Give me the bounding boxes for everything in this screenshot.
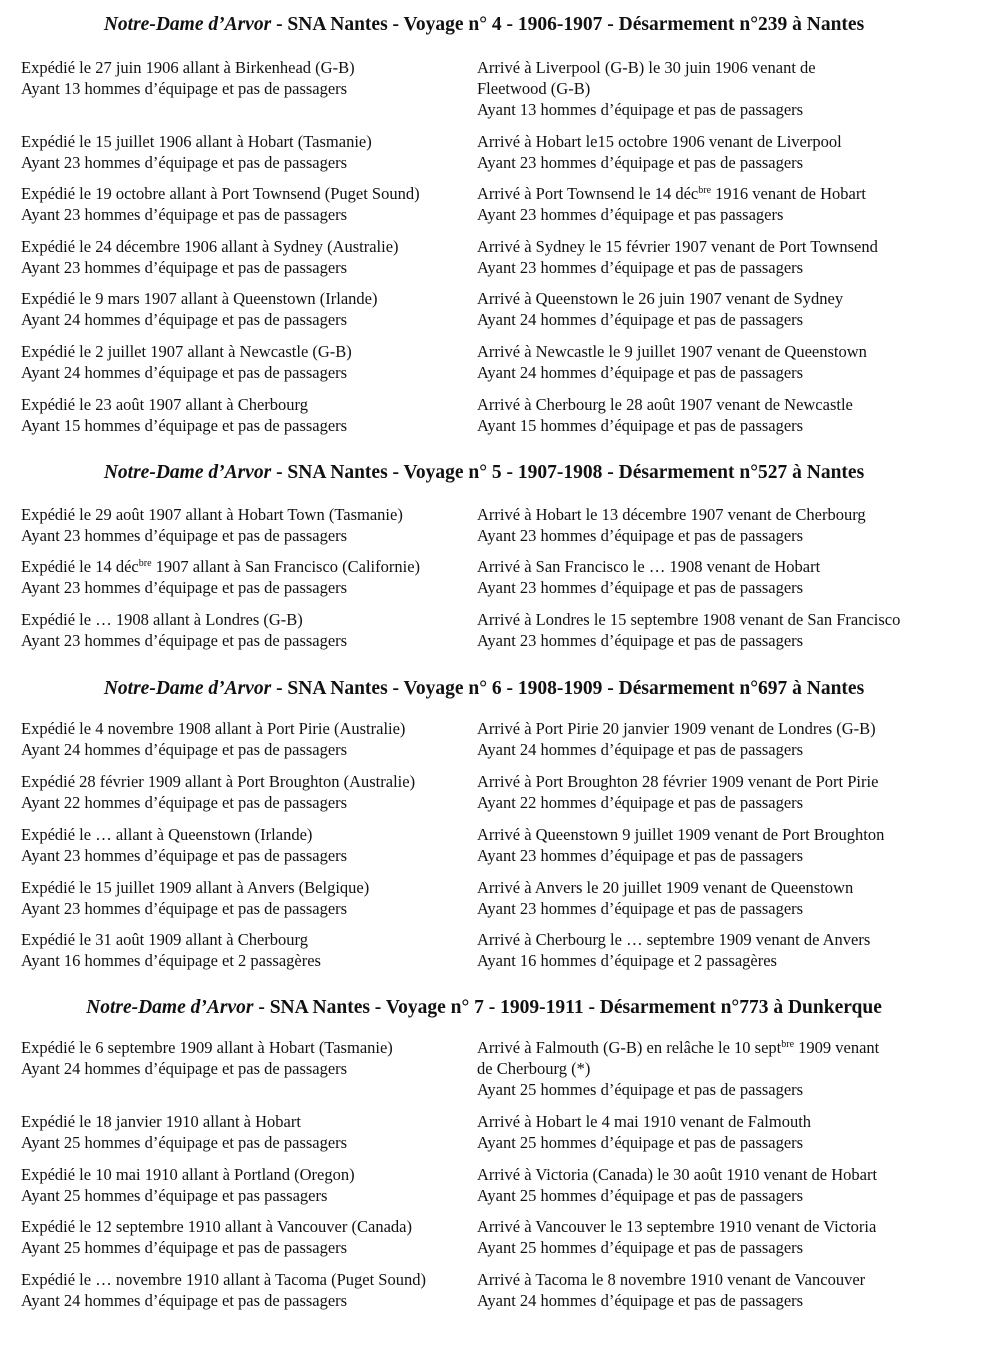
arrival-line: Ayant 24 hommes d’équipage et pas de passagers: [477, 363, 804, 382]
departure-line: Ayant 24 hommes d’équipage et pas de passagers: [21, 363, 348, 382]
arrival-line: Arrivé à Queenstown 9 juillet 1909 venant de Port Broughton: [477, 825, 885, 844]
departure-entry: [0, 1164, 477, 1206]
departure-line: Ayant 23 hommes d’équipage et pas de passagers: [21, 526, 348, 545]
arrival-line: Ayant 23 hommes d’équipage et pas de passagers: [477, 526, 804, 545]
arrival-line: Ayant 25 hommes d’équipage et pas de passagers: [477, 1133, 804, 1152]
departure-entry: [0, 288, 477, 330]
departure-line: Ayant 25 hommes d’équipage et pas passagers: [21, 1186, 328, 1205]
arrival-line: Ayant 22 hommes d’équipage et pas de passagers: [477, 793, 804, 812]
arrival-line: Arrivé à Victoria (Canada) le 30 août 1910 venant de Hobart: [477, 1165, 878, 1184]
departure-line: Ayant 13 hommes d’équipage et pas de passagers: [21, 79, 348, 98]
departure-line: Expédié le 31 août 1909 allant à Cherbourg: [21, 930, 308, 949]
departure-line: Ayant 15 hommes d’équipage et pas de passagers: [21, 416, 348, 435]
arrival-entry: [477, 1111, 957, 1153]
arrival-line: Ayant 24 hommes d’équipage et pas de passagers: [477, 310, 804, 329]
arrival-line: de Cherbourg (*): [477, 1059, 591, 1078]
superscript-abbrev: bre: [781, 1039, 795, 1050]
arrival-line: Arrivé à Liverpool (G-B) le 30 juin 1906 venant de: [477, 58, 816, 77]
departure-line: Ayant 24 hommes d’équipage et pas de passagers: [21, 1291, 348, 1310]
arrival-entry: [477, 288, 957, 330]
arrival-line: Arrivé à Cherbourg le 28 août 1907 venant de Newcastle: [477, 395, 853, 414]
voyage-heading-details: - SNA Nantes - Voyage n° 7 - 1909-1911 - Désarmement n°773 à Dunkerque: [253, 997, 882, 1018]
arrival-entry: [477, 341, 957, 383]
arrival-line: Arrivé à Tacoma le 8 novembre 1910 venant de Vancouver: [477, 1270, 866, 1289]
departure-entry: [0, 929, 477, 971]
arrival-line: Arrivé à Sydney le 15 février 1907 venant de Port Townsend: [477, 237, 878, 256]
departure-entry: [0, 877, 477, 919]
departure-line: Expédié le 10 mai 1910 allant à Portland (Oregon): [21, 1165, 355, 1184]
departure-entry: [0, 556, 477, 598]
voyage-entry-row: [0, 57, 957, 120]
departure-line: Ayant 24 hommes d’équipage et pas de passagers: [21, 740, 348, 759]
voyage-entry-row: [0, 341, 957, 383]
arrival-line: Ayant 24 hommes d’équipage et pas de passagers: [477, 740, 804, 759]
arrival-entry: [477, 824, 957, 866]
line-text: 1907 allant à San Francisco (Californie): [151, 557, 421, 576]
departure-entry: [0, 341, 477, 383]
departure-line: Expédié le 24 décembre 1906 allant à Sydney (Australie): [21, 237, 399, 256]
arrival-line: Fleetwood (G-B): [477, 79, 591, 98]
arrival-line: Ayant 25 hommes d’équipage et pas de passagers: [477, 1186, 804, 1205]
voyage-entry-row: [0, 771, 957, 813]
arrival-entry: [477, 1164, 957, 1206]
voyage-entry-row: [0, 236, 957, 278]
arrival-line: Ayant 23 hommes d’équipage et pas de passagers: [477, 631, 804, 650]
arrival-line: Ayant 13 hommes d’équipage et pas de passagers: [477, 100, 804, 119]
arrival-entry: [477, 718, 957, 760]
arrival-entry: [477, 236, 957, 278]
departure-line: Expédié le 29 août 1907 allant à Hobart Town (Tasmanie): [21, 505, 403, 524]
arrival-entry: [477, 1216, 957, 1258]
ship-name: Notre-Dame d’Arvor: [103, 678, 272, 699]
line-text: Expédié le 14 déc: [21, 557, 139, 576]
departure-entry: [0, 1216, 477, 1258]
departure-entry: [0, 236, 477, 278]
voyage-entry-row: [0, 1216, 957, 1258]
arrival-line: Arrivé à Vancouver le 13 septembre 1910 venant de Victoria: [477, 1217, 877, 1236]
departure-line: Expédié le 27 juin 1906 allant à Birkenhead (G-B): [21, 58, 355, 77]
arrival-line: Arrivé à Hobart le15 octobre 1906 venant de Liverpool: [477, 132, 842, 151]
arrival-entry: [477, 183, 957, 225]
line-text: 1909 venant: [794, 1038, 880, 1057]
arrival-line: Arrivé à Londres le 15 septembre 1908 venant de San Francisco: [477, 610, 901, 629]
superscript-abbrev: bre: [138, 558, 152, 569]
voyage-entry-row: [0, 824, 957, 866]
departure-entry: [0, 1111, 477, 1153]
voyage-entry-row: [0, 929, 957, 971]
voyage-entry-row: [0, 877, 957, 919]
voyage-heading-details: - SNA Nantes - Voyage n° 4 - 1906-1907 - Désarmement n°239 à Nantes: [271, 14, 865, 35]
voyage-heading-details: - SNA Nantes - Voyage n° 6 - 1908-1909 - Désarmement n°697 à Nantes: [271, 678, 865, 699]
departure-line: Expédié le 2 juillet 1907 allant à Newcastle (G-B): [21, 342, 352, 361]
departure-line: Ayant 24 hommes d’équipage et pas de passagers: [21, 310, 348, 329]
arrival-line: [477, 183, 957, 204]
arrival-line: Arrivé à Hobart le 4 mai 1910 venant de Falmouth: [477, 1112, 812, 1131]
departure-line: Expédié le … novembre 1910 allant à Tacoma (Puget Sound): [21, 1270, 426, 1289]
departure-line: Ayant 23 hommes d’équipage et pas de passagers: [21, 153, 348, 172]
departure-line: Expédié le 23 août 1907 allant à Cherbourg: [21, 395, 308, 414]
arrival-entry: [477, 504, 957, 546]
arrival-entry: [477, 929, 957, 971]
voyage-entry-row: [0, 1111, 957, 1153]
departure-entry: [0, 609, 477, 651]
departure-line: Expédié 28 février 1909 allant à Port Broughton (Australie): [21, 772, 416, 791]
arrival-line: Ayant 23 hommes d’équipage et pas de passagers: [477, 899, 804, 918]
departure-entry: [0, 131, 477, 173]
departure-entry: [0, 394, 477, 436]
departure-line: Ayant 24 hommes d’équipage et pas de passagers: [21, 1059, 348, 1078]
departure-line: Ayant 23 hommes d’équipage et pas de passagers: [21, 631, 348, 650]
arrival-line: Ayant 25 hommes d’équipage et pas de passagers: [477, 1238, 804, 1257]
arrival-line: Arrivé à Queenstown le 26 juin 1907 venant de Sydney: [477, 289, 844, 308]
arrival-line: Arrivé à Cherbourg le … septembre 1909 venant de Anvers: [477, 930, 871, 949]
arrival-line: Arrivé à Port Pirie 20 janvier 1909 venant de Londres (G-B): [477, 719, 876, 738]
departure-entry: [0, 183, 477, 225]
arrival-line: Ayant 23 hommes d’équipage et pas passagers: [477, 205, 784, 224]
voyage-entry-row: [0, 183, 957, 225]
voyage-entry-row: [0, 288, 957, 330]
departure-line: Ayant 22 hommes d’équipage et pas de passagers: [21, 793, 348, 812]
voyage-entry-row: [0, 718, 957, 760]
departure-line: Expédié le 18 janvier 1910 allant à Hobart: [21, 1112, 301, 1131]
arrival-line: Ayant 23 hommes d’équipage et pas de passagers: [477, 846, 804, 865]
departure-entry: [0, 504, 477, 546]
departure-line: Expédié le 19 octobre allant à Port Townsend (Puget Sound): [21, 184, 420, 203]
arrival-line: Ayant 24 hommes d’équipage et pas de passagers: [477, 1291, 804, 1310]
arrival-entry: [477, 131, 957, 173]
arrival-line: Ayant 23 hommes d’équipage et pas de passagers: [477, 578, 804, 597]
voyage-heading: [0, 996, 968, 1020]
departure-line: Expédié le 15 juillet 1906 allant à Hobart (Tasmanie): [21, 132, 372, 151]
departure-line: Ayant 23 hommes d’équipage et pas de passagers: [21, 578, 348, 597]
voyage-entry-row: [0, 131, 957, 173]
voyage-heading: [0, 677, 968, 701]
arrival-line: Arrivé à Newcastle le 9 juillet 1907 venant de Queenstown: [477, 342, 867, 361]
arrival-line: Arrivé à Port Broughton 28 février 1909 venant de Port Pirie: [477, 772, 879, 791]
voyage-entry-row: [0, 1037, 957, 1100]
voyage-entry-row: [0, 609, 957, 651]
departure-line: Expédié le 4 novembre 1908 allant à Port Pirie (Australie): [21, 719, 406, 738]
departure-line: Expédié le 12 septembre 1910 allant à Vancouver (Canada): [21, 1217, 412, 1236]
voyage-entry-row: [0, 1164, 957, 1206]
departure-line: Expédié le … 1908 allant à Londres (G-B): [21, 610, 303, 629]
departure-entry: [0, 1269, 477, 1311]
departure-line: Ayant 23 hommes d’équipage et pas de passagers: [21, 899, 348, 918]
arrival-entry: [477, 394, 957, 436]
arrival-line: Arrivé à San Francisco le … 1908 venant de Hobart: [477, 557, 821, 576]
departure-line: Expédié le 6 septembre 1909 allant à Hobart (Tasmanie): [21, 1038, 393, 1057]
arrival-entry: [477, 609, 957, 651]
departure-entry: [0, 824, 477, 866]
arrival-entry: [477, 1269, 957, 1311]
departure-line: Ayant 25 hommes d’équipage et pas de passagers: [21, 1238, 348, 1257]
arrival-line: Ayant 15 hommes d’équipage et pas de passagers: [477, 416, 804, 435]
ship-name: Notre-Dame d’Arvor: [103, 14, 272, 35]
departure-line: Ayant 23 hommes d’équipage et pas de passagers: [21, 258, 348, 277]
arrival-line: [477, 1037, 957, 1058]
arrival-entry: [477, 57, 957, 120]
arrival-line: Ayant 23 hommes d’équipage et pas de passagers: [477, 153, 804, 172]
ship-name: Notre-Dame d’Arvor: [103, 462, 272, 483]
line-text: Arrivé à Port Townsend le 14 déc: [477, 184, 699, 203]
voyage-heading: [0, 461, 968, 485]
voyage-heading: [0, 13, 968, 37]
arrival-entry: [477, 877, 957, 919]
voyage-entry-row: [0, 394, 957, 436]
voyage-entry-row: [0, 504, 957, 546]
departure-entry: [0, 718, 477, 760]
arrival-line: Arrivé à Anvers le 20 juillet 1909 venant de Queenstown: [477, 878, 854, 897]
departure-entry: [0, 57, 477, 120]
departure-entry: [0, 771, 477, 813]
ship-name: Notre-Dame d’Arvor: [86, 997, 254, 1018]
departure-line: Expédié le 15 juillet 1909 allant à Anvers (Belgique): [21, 878, 370, 897]
departure-line: Ayant 23 hommes d’équipage et pas de passagers: [21, 205, 348, 224]
departure-line: Ayant 23 hommes d’équipage et pas de passagers: [21, 846, 348, 865]
line-text: Arrivé à Falmouth (G-B) en relâche le 10 sept: [477, 1038, 782, 1057]
voyage-entry-row: [0, 1269, 957, 1311]
line-text: 1916 venant de Hobart: [711, 184, 866, 203]
voyage-heading-details: - SNA Nantes - Voyage n° 5 - 1907-1908 - Désarmement n°527 à Nantes: [271, 462, 865, 483]
arrival-entry: [477, 1037, 957, 1100]
arrival-entry: [477, 771, 957, 813]
departure-line: Expédié le 9 mars 1907 allant à Queenstown (Irlande): [21, 289, 378, 308]
superscript-abbrev: bre: [698, 185, 712, 196]
departure-entry: [0, 1037, 477, 1100]
departure-line: [21, 556, 477, 577]
arrival-line: Ayant 16 hommes d’équipage et 2 passagères: [477, 951, 777, 970]
voyage-entry-row: [0, 556, 957, 598]
departure-line: Ayant 16 hommes d’équipage et 2 passagères: [21, 951, 321, 970]
arrival-line: Ayant 23 hommes d’équipage et pas de passagers: [477, 258, 804, 277]
arrival-line: Ayant 25 hommes d’équipage et pas de passagers: [477, 1080, 804, 1099]
arrival-entry: [477, 556, 957, 598]
departure-line: Ayant 25 hommes d’équipage et pas de passagers: [21, 1133, 348, 1152]
arrival-line: Arrivé à Hobart le 13 décembre 1907 venant de Cherbourg: [477, 505, 866, 524]
departure-line: Expédié le … allant à Queenstown (Irlande): [21, 825, 313, 844]
